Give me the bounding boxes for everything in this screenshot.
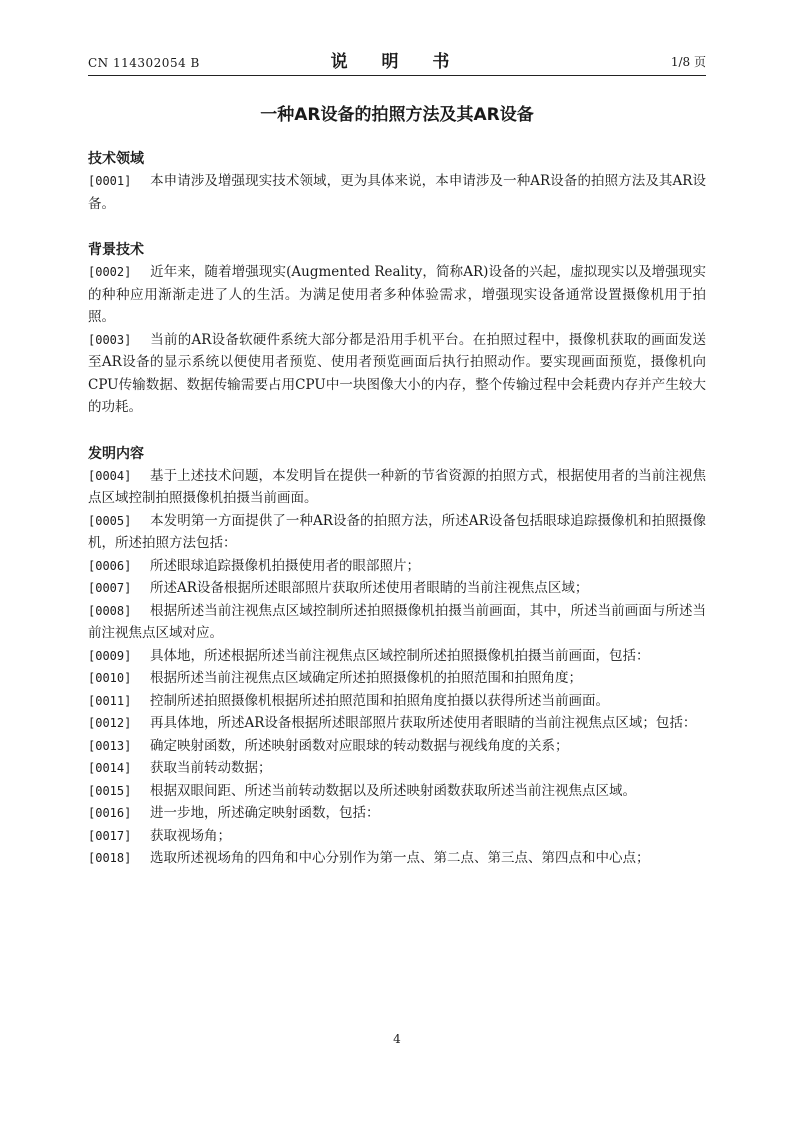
paragraph-text: 根据双眼间距、所述当前转动数据以及所述映射函数获取所述当前注视焦点区域。: [150, 782, 636, 799]
paragraph-text: 再具体地，所述AR设备根据所述眼部照片获取所述使用者眼睛的当前注视焦点区域；包括：: [150, 715, 697, 731]
paragraph-number: [0014]: [88, 761, 132, 775]
paragraph: [88, 825, 706, 848]
paragraph-number: [0003]: [88, 332, 132, 347]
paragraph-text: 获取当前转动数据；: [150, 760, 272, 776]
paragraph-number: [0008]: [88, 603, 132, 618]
patent-number: CN 114302054 B: [88, 56, 200, 70]
paragraph-number: [0009]: [88, 648, 132, 663]
paragraph-text: 所述AR设备根据所述眼部照片获取所述使用者眼睛的当前注视焦点区域；: [150, 580, 589, 596]
page-header: [88, 46, 706, 76]
paragraph: [88, 645, 706, 668]
paragraph-number: [0006]: [88, 558, 132, 573]
paragraph: [88, 577, 706, 600]
section-heading: 发明内容: [88, 445, 144, 462]
document-type: 说 明 书: [330, 52, 464, 72]
paragraph-text: 近年来，随着增强现实(Augmented Reality，简称AR)设备的兴起，虚拟现实以及增强现实的种种应用渐渐走进了人的生活。为满足使用者多种体验需求，增强现实设备通常设置摄像机用于拍照。: [88, 264, 706, 325]
paragraph: [88, 600, 706, 645]
paragraph-number: [0017]: [88, 828, 132, 843]
page-indicator: 1/8 页: [670, 55, 706, 69]
paragraph-text: 获取视场角；: [150, 827, 231, 844]
paragraph-number: [0012]: [88, 716, 132, 730]
paragraph-number: [0002]: [88, 265, 132, 279]
paragraph-number: [0011]: [88, 693, 132, 708]
paragraph: [88, 712, 706, 735]
document-title: 一种AR设备的拍照方法及其AR设备: [260, 105, 534, 125]
paragraph: [88, 667, 706, 690]
paragraph-number: [0013]: [88, 738, 132, 753]
paragraph-text: 本发明第一方面提供了一种AR设备的拍照方法，所述AR设备包括眼球追踪摄像机和拍照摄像机，所述拍照方法包括：: [88, 512, 706, 551]
paragraph-text: 选取所述视场角的四角和中心分别作为第一点、第二点、第三点、第四点和中心点；: [150, 850, 650, 866]
paragraph-number: [0007]: [88, 581, 132, 595]
paragraph-number: [0001]: [88, 174, 132, 188]
paragraph-number: [0015]: [88, 783, 132, 798]
paragraph-text: 根据所述当前注视焦点区域控制所述拍照摄像机拍摄当前画面，其中，所述当前画面与所述当前注视焦点区域对应。: [88, 602, 706, 641]
paragraph: [88, 802, 706, 825]
paragraph-text: 基于上述技术问题，本发明旨在提供一种新的节省资源的拍照方式，根据使用者的当前注视焦点区域控制拍照摄像机拍摄当前画面。: [88, 467, 706, 506]
page-number: 4: [393, 1032, 401, 1046]
paragraph-number: [0004]: [88, 468, 132, 483]
paragraph: [88, 329, 706, 419]
paragraph-text: 确定映射函数，所述映射函数对应眼球的转动数据与视线角度的关系；: [150, 737, 569, 754]
paragraph: [88, 847, 706, 870]
paragraph: [88, 735, 706, 758]
paragraph: [88, 465, 706, 510]
section-heading: 背景技术: [88, 242, 144, 258]
paragraph: [88, 690, 706, 713]
paragraph-number: [0016]: [88, 806, 132, 820]
paragraph: [88, 261, 706, 329]
paragraph-number: [0010]: [88, 671, 132, 685]
paragraph-text: 当前的AR设备软硬件系统大部分都是沿用手机平台。在拍照过程中，摄像机获取的画面发送至AR设备的显示系统以便使用者预览、使用者预览画面后执行拍照动作。要实现画面预览，摄像机向CPU传输数据、数据传输需要占用CPU中一块图像大小的内存，整个传输过程中会耗费内存并产生较大的功耗。: [88, 331, 706, 415]
header-divider: [88, 75, 706, 76]
paragraph: [88, 780, 706, 803]
paragraph-text: 所述眼球追踪摄像机拍摄使用者的眼部照片；: [150, 557, 420, 574]
paragraph-number: [0018]: [88, 851, 132, 865]
paragraph-text: 具体地，所述根据所述当前注视焦点区域控制所述拍照摄像机拍摄当前画面，包括：: [150, 647, 650, 664]
section-heading: 技术领域: [88, 151, 144, 167]
paragraph-text: 本申请涉及增强现实技术领域，更为具体来说，本申请涉及一种AR设备的拍照方法及其AR设备。: [88, 173, 706, 212]
paragraph-text: 根据所述当前注视焦点区域确定所述拍照摄像机的拍照范围和拍照角度；: [150, 670, 582, 686]
paragraph: [88, 555, 706, 578]
paragraph: [88, 170, 706, 215]
paragraph: [88, 510, 706, 555]
document-body: [88, 148, 706, 870]
paragraph-number: [0005]: [88, 513, 132, 528]
paragraph-text: 进一步地，所述确定映射函数，包括：: [150, 805, 380, 821]
paragraph-text: 控制所述拍照摄像机根据所述拍照范围和拍照角度拍摄以获得所述当前画面。: [150, 692, 609, 709]
paragraph: [88, 757, 706, 780]
